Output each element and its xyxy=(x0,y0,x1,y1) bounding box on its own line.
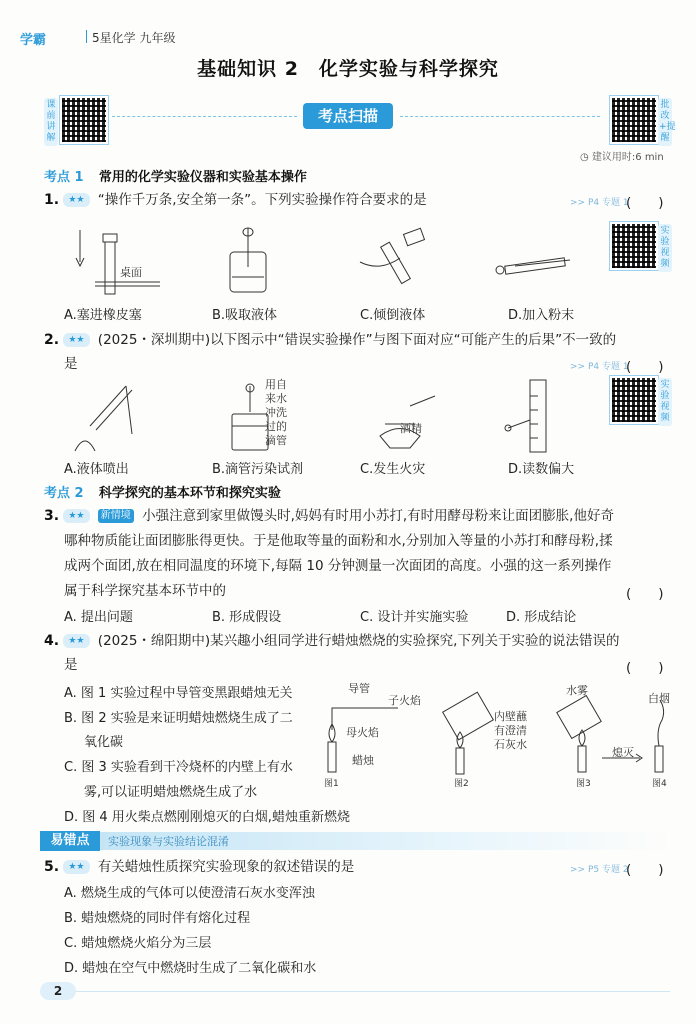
question-5-ref[interactable]: >> P5 专题 2 xyxy=(570,865,629,875)
side-tag-video-2: 实验视频 xyxy=(658,378,672,426)
figure-label-dropper xyxy=(265,378,287,448)
question-4-answer-blank[interactable]: ( ) xyxy=(626,660,664,676)
figure-label-dropper-line: 来水 xyxy=(265,392,287,405)
question-4-option-d[interactable]: D. 图 4 用火柴点燃刚刚熄灭的白烟,蜡烛重新燃烧 xyxy=(64,810,350,825)
banner-line-right xyxy=(400,116,600,117)
question-1-figures xyxy=(60,222,600,302)
question-2-number: 2. xyxy=(44,332,60,348)
figure-label-limewater-line: 内壁蘸 xyxy=(494,710,527,723)
question-2-ref[interactable]: >> P4 专题 1 xyxy=(570,362,629,372)
figure-caption-3: 图3 xyxy=(576,779,591,789)
question-5-option-b[interactable]: B. 蜡烛燃烧的同时伴有熔化过程 xyxy=(64,911,251,926)
figure-label-mother-flame: 母火焰 xyxy=(346,726,379,739)
question-4-option-a[interactable]: A. 图 1 实验过程中导管变黑跟蜡烛无关 xyxy=(64,686,293,701)
difficulty-stars: ★★ xyxy=(63,193,89,207)
kaodian-1 xyxy=(44,166,307,185)
question-5-option-d[interactable]: D. 蜡烛在空气中燃烧时生成了二氧化碳和水 xyxy=(64,961,317,976)
qr-code-lecture[interactable] xyxy=(60,96,108,144)
question-3-option-b[interactable]: B. 形成假设 xyxy=(212,610,282,625)
kaodian-1-title: 常用的化学实验仪器和实验基本操作 xyxy=(98,170,307,185)
figure-caption-4: 图4 xyxy=(652,779,667,789)
figure-label-limewater-line: 有澄清 xyxy=(494,724,527,737)
footer-line xyxy=(76,991,670,992)
question-4-option-c-cont[interactable]: 雾,可以证明蜡烛燃烧生成了水 xyxy=(84,785,258,800)
question-3-text-line: 成两个面团,放在相同温度的环境下,每隔 10 分钟测量一次面团的高度。小强的这一系列操作 xyxy=(64,558,612,574)
question-2-figures xyxy=(60,376,600,456)
banner-line-left xyxy=(112,116,297,117)
question-4-text: (2025・绵阳期中)某兴趣小组同学进行蜡烛燃烧的实验探究,下列关于实验的说法错误的 xyxy=(97,633,620,649)
question-5-text: 有关蜡烛性质探究实验现象的叙述错误的是 xyxy=(97,859,355,875)
side-tag-correction: 批改+提醒 xyxy=(658,98,672,146)
figure-caption-1: 图1 xyxy=(324,779,339,789)
figure-label-extinguish: 熄灭 xyxy=(612,746,634,759)
suggested-time: ◷ 建议用时:6 min xyxy=(580,152,664,163)
figure-caption-2: 图2 xyxy=(454,779,469,789)
figure-label-dropper-line: 冲洗 xyxy=(265,406,287,419)
error-prone-desc: 实验现象与实验结论混淆 xyxy=(108,835,229,848)
question-4-stem xyxy=(44,628,619,654)
question-2-option-b[interactable]: B.滴管污染试剂 xyxy=(212,462,304,477)
qr-code-video-2[interactable] xyxy=(610,376,658,424)
figure-label-sub-flame: 子火焰 xyxy=(388,694,421,707)
question-1-option-b[interactable]: B.吸取液体 xyxy=(212,308,278,323)
figure-label-mist: 水雾 xyxy=(566,684,588,697)
question-3-answer-blank[interactable]: ( ) xyxy=(626,586,664,602)
difficulty-stars: ★★ xyxy=(63,634,89,648)
difficulty-stars: ★★ xyxy=(63,860,89,874)
question-4-option-c[interactable]: C. 图 3 实验看到干冷烧杯的内壁上有水 xyxy=(64,760,293,775)
side-tag-video-1: 实验视频 xyxy=(658,224,672,272)
question-1-option-a[interactable]: A.塞进橡皮塞 xyxy=(64,308,142,323)
question-2-text-line-2: 是 xyxy=(64,356,78,372)
kaodian-2-label: 考点 2 xyxy=(44,486,84,501)
figure-label-desktop: 桌面 xyxy=(120,266,142,279)
question-1-answer-blank[interactable]: ( ) xyxy=(626,195,664,211)
error-prone-tag: 易错点 xyxy=(40,831,100,851)
header-divider xyxy=(86,30,87,43)
new-context-badge: 新情境 xyxy=(98,509,134,523)
question-1-option-c[interactable]: C.倾倒液体 xyxy=(360,308,426,323)
page-number: 2 xyxy=(40,982,76,1000)
question-2-stem xyxy=(44,327,616,353)
question-2-answer-blank[interactable]: ( ) xyxy=(626,359,664,375)
figure-label-tube: 导管 xyxy=(348,682,370,695)
question-4-option-b[interactable]: B. 图 2 实验是来证明蜡烛燃烧生成了二 xyxy=(64,711,293,726)
question-1-number: 1. xyxy=(44,192,60,208)
question-3-option-a[interactable]: A. 提出问题 xyxy=(64,610,133,625)
difficulty-stars: ★★ xyxy=(63,509,89,523)
kaodian-1-label: 考点 1 xyxy=(44,170,84,185)
figure-label-alcohol: 酒精 xyxy=(400,422,422,435)
figure-label-dropper-line: 滴管 xyxy=(265,434,287,447)
question-2-option-a[interactable]: A.液体喷出 xyxy=(64,462,129,477)
question-5-answer-blank[interactable]: ( ) xyxy=(626,862,664,878)
question-4-number: 4. xyxy=(44,633,60,649)
question-2-option-d[interactable]: D.读数偏大 xyxy=(508,462,575,477)
figure-label-limewater xyxy=(494,710,527,752)
question-5-number: 5. xyxy=(44,859,60,875)
question-3-number: 3. xyxy=(44,508,60,524)
question-3-text-line: 小强注意到家里做馒头时,妈妈有时用小苏打,有时用酵母粉来让面团膨胀,他好奇 xyxy=(142,508,614,524)
question-3-stem xyxy=(44,503,614,529)
difficulty-stars: ★★ xyxy=(63,333,89,347)
question-2-option-c[interactable]: C.发生火灾 xyxy=(360,462,426,477)
suggested-time-text: 建议用时:6 min xyxy=(591,152,664,163)
figure-label-candle: 蜡烛 xyxy=(352,754,374,767)
question-3-option-d[interactable]: D. 形成结论 xyxy=(506,610,577,625)
question-4-text-line-2: 是 xyxy=(64,657,78,673)
figure-label-white-smoke: 白烟 xyxy=(648,692,670,705)
question-4-option-b-cont[interactable]: 氧化碳 xyxy=(84,735,124,750)
question-1-stem xyxy=(44,187,427,213)
figure-label-dropper-line: 用自 xyxy=(265,378,287,391)
question-3-option-c[interactable]: C. 设计并实施实验 xyxy=(360,610,469,625)
page-title: 基础知识 2 化学实验与科学探究 xyxy=(197,58,499,80)
question-3-text-line: 属于科学探究基本环节中的 xyxy=(64,583,226,599)
qr-code-video-1[interactable] xyxy=(610,222,658,270)
question-5-option-a[interactable]: A. 燃烧生成的气体可以使澄清石灰水变浑浊 xyxy=(64,886,315,901)
brand-logo: 学霸 xyxy=(20,33,47,48)
header-subject: 5星化学 九年级 xyxy=(92,31,176,45)
kaodian-2 xyxy=(44,482,281,501)
figure-label-dropper-line: 过的 xyxy=(265,420,287,433)
kaodian-2-title: 科学探究的基本环节和探究实验 xyxy=(98,486,281,501)
question-1-text: “操作千万条,安全第一条”。下列实验操作符合要求的是 xyxy=(97,192,427,208)
question-1-option-d[interactable]: D.加入粉末 xyxy=(508,308,575,323)
figure-label-limewater-line: 石灰水 xyxy=(494,738,527,751)
question-3-text-line: 哪种物质能让面团膨胀得更快。于是他取等量的面粉和水,分别加入等量的小苏打和酵母粉,揉 xyxy=(64,533,613,549)
question-5-stem xyxy=(44,854,354,880)
section-banner: 考点扫描 xyxy=(303,103,393,129)
question-1-ref[interactable]: >> P4 专题 1 xyxy=(570,198,629,208)
question-5-option-c[interactable]: C. 蜡烛燃烧火焰分为三层 xyxy=(64,936,212,951)
side-tag-lecture: 课前讲解 xyxy=(44,98,58,146)
question-2-text: (2025・深圳期中)以下图示中“错误实验操作”与图下面对应“可能产生的后果”不一致的 xyxy=(97,332,617,348)
qr-code-correction[interactable] xyxy=(610,96,658,144)
